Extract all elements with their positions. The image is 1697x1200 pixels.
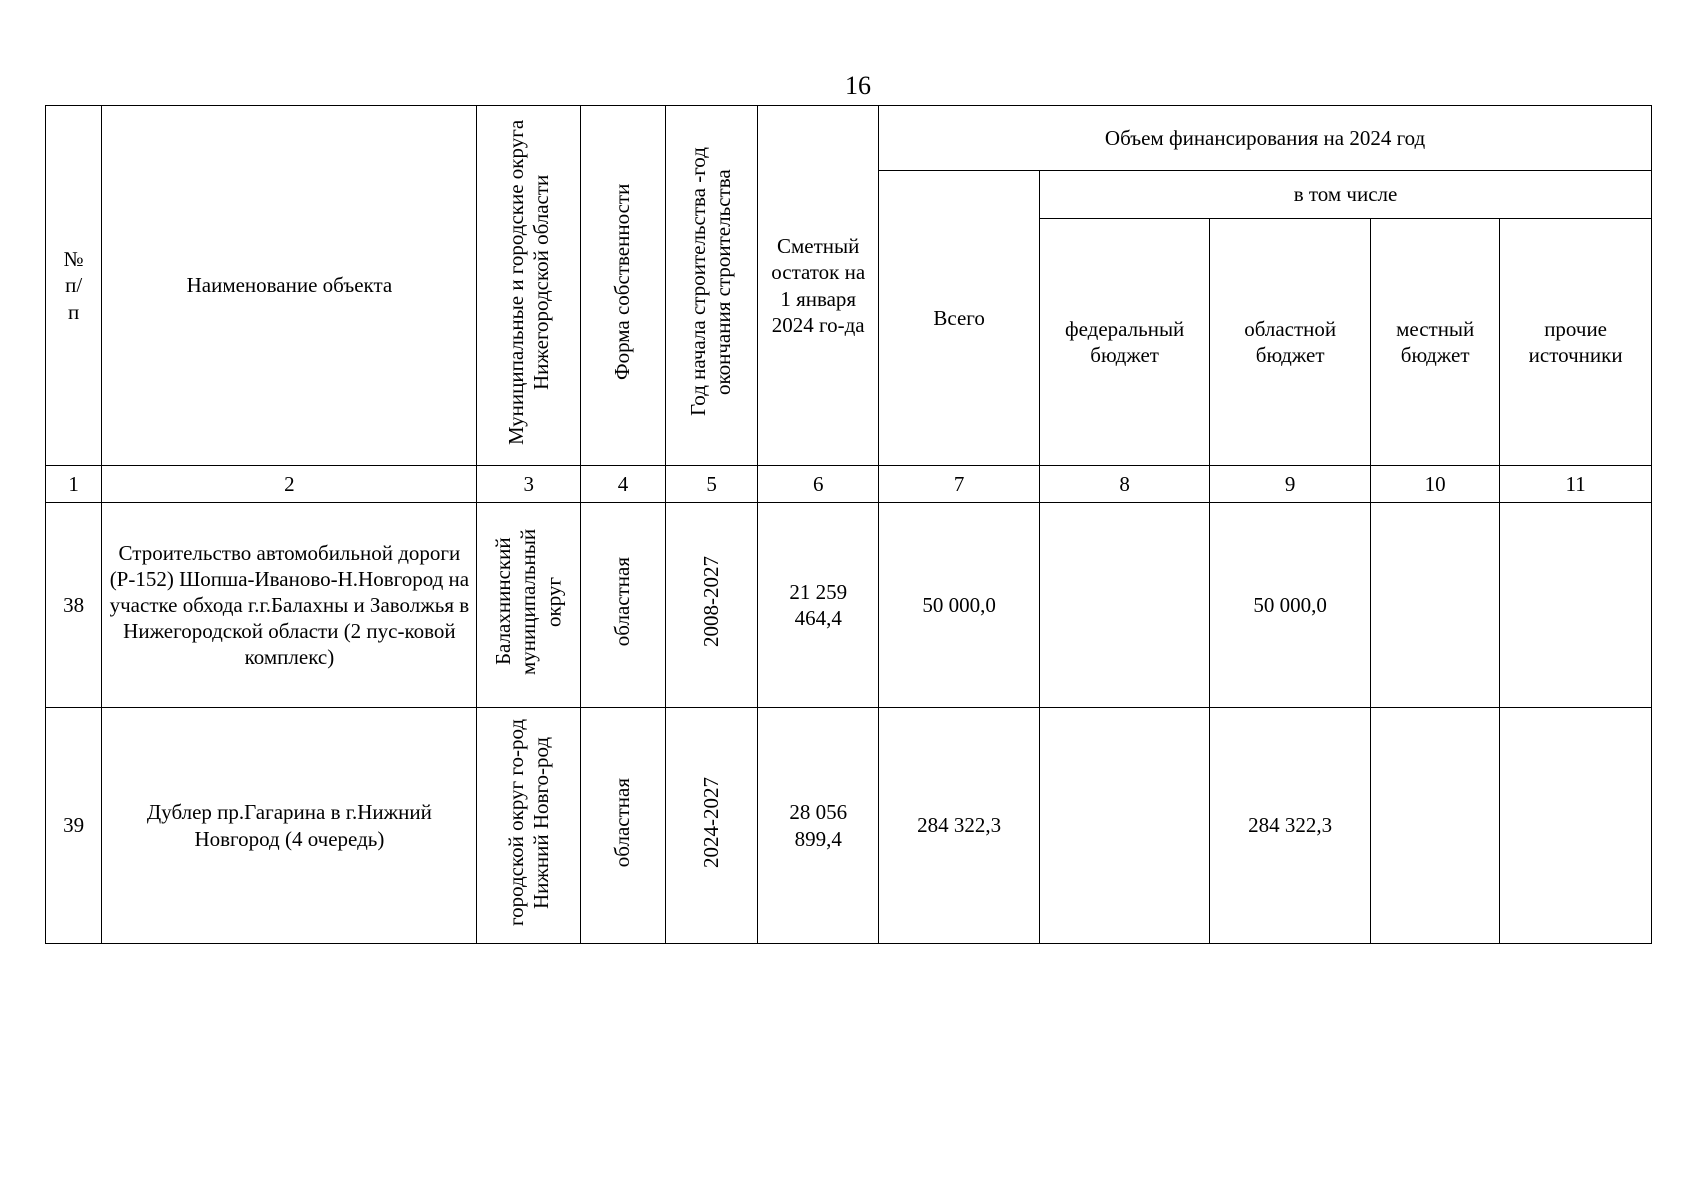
- column-number: 1: [46, 466, 102, 503]
- total-cell: 284 322,3: [879, 708, 1040, 944]
- district-text: Балахнинский муниципальный округ: [490, 528, 566, 676]
- header-district-text: Муниципальные и городские округа Нижегородской области: [503, 119, 553, 446]
- remaining-text: 28 056 899,4: [789, 800, 848, 851]
- years-cell: [666, 708, 758, 944]
- years-text: 2008-2027: [699, 556, 724, 648]
- row-number: 39: [46, 708, 102, 944]
- header-years: [666, 106, 758, 466]
- header-ownership-text: Форма собственности: [610, 184, 635, 381]
- remaining-cell: [758, 708, 879, 944]
- header-federal: [1040, 219, 1210, 466]
- ownership-cell: [580, 503, 665, 708]
- ownership-cell: [580, 708, 665, 944]
- header-remaining: [758, 106, 879, 466]
- header-funding-group-text: Объем финансирования на 2024 год: [1104, 125, 1426, 150]
- table-row: [46, 708, 1652, 944]
- regional-cell: 50 000,0: [1210, 503, 1371, 708]
- column-number: 9: [1210, 466, 1371, 503]
- column-number: 3: [477, 466, 581, 503]
- header-ownership: [580, 106, 665, 466]
- years-cell: [666, 503, 758, 708]
- header-local: [1371, 219, 1500, 466]
- federal-cell: [1040, 708, 1210, 944]
- header-regional: [1210, 219, 1371, 466]
- header-including-text: в том числе: [1293, 182, 1398, 207]
- regional-cell: 284 322,3: [1210, 708, 1371, 944]
- federal-cell: [1040, 503, 1210, 708]
- local-cell: [1371, 503, 1500, 708]
- header-row-1: [46, 106, 1652, 171]
- header-object-name: [102, 106, 477, 466]
- ownership-text: областная: [610, 557, 635, 647]
- header-local-text: местный бюджет: [1396, 316, 1475, 367]
- ownership-text: областная: [610, 777, 635, 868]
- header-other-text: прочие источники: [1528, 316, 1623, 367]
- local-cell: [1371, 708, 1500, 944]
- column-number: 2: [102, 466, 477, 503]
- column-number: 5: [666, 466, 758, 503]
- header-federal-text: федеральный бюджет: [1064, 316, 1185, 367]
- header-including: [1040, 171, 1652, 219]
- years-text: 2024-2027: [699, 776, 724, 868]
- column-number: 4: [580, 466, 665, 503]
- header-object-name-text: Наименование объекта: [186, 273, 393, 298]
- column-number-row: [46, 466, 1652, 503]
- other-cell: [1500, 503, 1652, 708]
- row-number: 38: [46, 503, 102, 708]
- column-number: 8: [1040, 466, 1210, 503]
- column-number: 10: [1371, 466, 1500, 503]
- page-number: 16: [845, 71, 871, 100]
- construction-funding-table: [45, 105, 1652, 944]
- header-total-text: Всего: [933, 305, 985, 330]
- header-funding-group: [879, 106, 1652, 171]
- header-regional-text: областной бюджет: [1244, 316, 1337, 367]
- object-name: Дублер пр.Гагарина в г.Нижний Новгород (4 очередь): [102, 708, 477, 944]
- column-number: 11: [1500, 466, 1652, 503]
- header-years-text: Год начала строительства -год окончания строительства: [686, 148, 736, 417]
- object-name: Строительство автомобильной дороги (Р-152) Шопша-Иваново-Н.Новгород на участке обхода г.г.Балахны и Заволжья в Нижегородской области (2 пус-ковой комплекс): [102, 503, 477, 708]
- header-number-text: № п/ п: [63, 247, 84, 324]
- remaining-text: 21 259 464,4: [789, 579, 848, 630]
- remaining-cell: [758, 503, 879, 708]
- column-number: 7: [879, 466, 1040, 503]
- district-cell: [477, 708, 581, 944]
- header-other: [1500, 219, 1652, 466]
- table-row: [46, 503, 1652, 708]
- column-number: 6: [758, 466, 879, 503]
- district-cell: [477, 503, 581, 708]
- header-remaining-text: Сметный остаток на 1 января 2024 го-да: [771, 234, 866, 337]
- district-text: городской округ го-род Нижний Новго-род: [503, 718, 553, 927]
- header-number: [46, 106, 102, 466]
- total-cell: 50 000,0: [879, 503, 1040, 708]
- other-cell: [1500, 708, 1652, 944]
- header-total: [879, 171, 1040, 466]
- header-district: [477, 106, 581, 466]
